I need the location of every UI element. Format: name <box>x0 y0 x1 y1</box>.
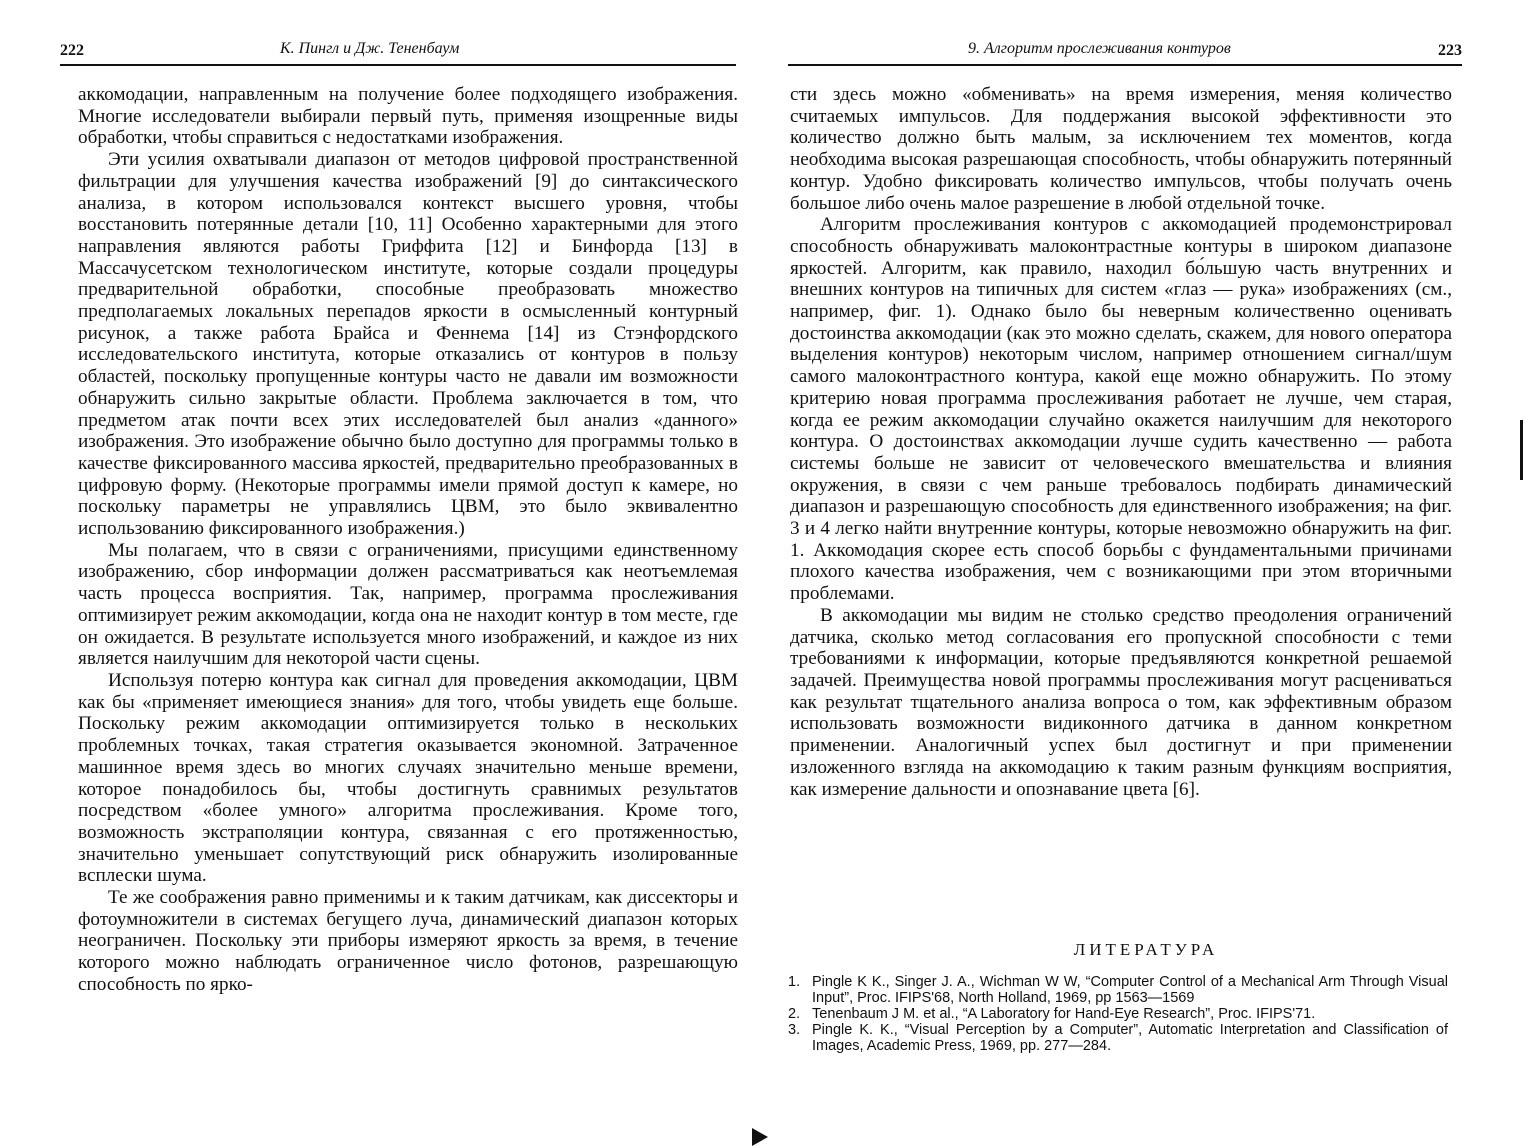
references-list <box>788 974 1448 1054</box>
scan-edge-mark <box>1520 420 1523 480</box>
reference-item <box>788 1022 1448 1054</box>
reference-text: Pingle K K., Singer J. A., Wichman W W, “Computer Control of a Mechanical Arm Through Visual Input”, Proc. IFIPS'68, North Holland, 1969, pp 1563—1569 <box>812 974 1448 1006</box>
page-number-left: 222 <box>60 42 84 59</box>
reference-number: 1. <box>788 974 801 990</box>
running-head-left <box>60 38 736 66</box>
page-number-right: 223 <box>1438 42 1462 59</box>
reference-item <box>788 974 1448 1006</box>
right-text-column <box>790 84 1452 800</box>
reference-text: Pingle K. K., “Visual Perception by a Computer”, Automatic Interpretation and Classification of Images, Academic Press, 1969, pp. 277—284. <box>812 1022 1448 1054</box>
paragraph: Те же соображения равно применимы и к таким датчикам, как диссекторы и фотоумножители в системах бегущего луча, динамический диапазон которых неограничен. Поскольку эти приборы измеряют яркость за время, в течение которого можно наблюдать ограниченное число фотонов, разрешающую способность по ярко- <box>78 887 738 995</box>
left-text-column <box>78 84 738 996</box>
reference-number: 2. <box>788 1006 801 1022</box>
left-page <box>0 0 760 1148</box>
paragraph: сти здесь можно «обменивать» на время измерения, меняя количество считаемых импульсов. Для поддержания высокой эффективности это количество должно быть малым, за исключением тех моментов, когда необходима высокая разрешающая способность, чтобы обнаружить потерянный контур. Удобно фиксировать количество импульсов, чтобы получать очень большое либо очень малое разрешение в любой отдельной точке. <box>790 84 1452 214</box>
running-head-title-right: 9. Алгоритм прослеживания контуров <box>968 40 1231 57</box>
reference-number: 3. <box>788 1022 801 1038</box>
paragraph: аккомодации, направленным на получение более подходящего изображения. Многие исследователи выбирали первый путь, применяя изощренные виды обработки, чтобы справиться с недостатками изображения. <box>78 84 738 149</box>
running-head-title-left: К. Пингл и Дж. Тененбаум <box>280 40 460 57</box>
paragraph: В аккомодации мы видим не столько средство преодоления ограничений датчика, сколько метод согласования его пропускной способности с теми требованиями к информации, которые предъявляются конкретной решаемой задачей. Преимущества новой программы прослеживания могут расцениваться как результат тщательного анализа вопроса о том, как эффективным образом использовать возможности видиконного датчика в данном конкретном применении. Аналогичный успех был достигнут и при применении изложенного взгляда на аккомодацию к таким разным функциям восприятия, как измерение дальности и опознавание цвета [6]. <box>790 604 1452 800</box>
paragraph: Эти усилия охватывали диапазон от методов цифровой пространственной фильтрации для улучшения качества изображений [9] до синтаксического анализа, в котором использовался контекст высшего уровня, чтобы восстановить потерянные детали [10, 11] Особенно характерными для этого направления являются работы Гриффита [12] и Бинфорда [13] в Массачусетском технологическом институте, которые создали процедуры предварительной обработки, способные преобразовать множество предполагаемых локальных перепадов яркости в осмысленный контурный рисунок, а также работа Брайса и Феннема [14] из Стэнфордского исследовательского института, которые отказались от контуров в пользу областей, поскольку пропущенные контуры часто не давали им возможности обнаружить сильно закрытые области. Проблема заключается в том, что предметом атак почти всех этих исследователей был анализ «данного» изображения. Это изображение обычно было доступно для программы только в качестве фиксированного массива яркостей, предварительно преобразованных в цифровую форму. (Некоторые программы имели прямой доступ к камере, но поскольку параметры не управлялись ЦВМ, это было эквивалентно использованию фиксированного изображения.) <box>78 149 738 540</box>
paragraph: Мы полагаем, что в связи с ограничениями, присущими единственному изображению, сбор информации должен рассматриваться как неотъемлемая часть процесса восприятия. Так, например, программа прослеживания оптимизирует режим аккомодации, когда она не находит контур в том месте, где он ожидается. В результате используется много изображений, и каждое из них является наилучшим для некоторой части сцены. <box>78 539 738 670</box>
literature-heading: ЛИТЕРАТУРА <box>1073 940 1219 959</box>
next-page-arrow-icon[interactable] <box>752 1128 768 1146</box>
running-head-right <box>788 38 1462 66</box>
paragraph: Алгоритм прослеживания контуров с аккомодацией продемонстрировал способность обнаруживать малоконтрастные контуры в широком диапазоне яркостей. Алгоритм, как правило, находил бо́льшую часть внутренних и внешних контуров на типичных для систем «глаз — рука» изображениях (см., например, фиг. 1). Однако было бы неверным количественно оценивать достоинства аккомодации (как это можно сделать, скажем, для нового оператора выделения контуров) некоторым числом, например отношением сигнал/шум самого малоконтрастного контура, какой еще можно обнаружить. По этому критерию новая программа прослеживания работает не лучше, чем старая, когда ее режим аккомодации случайно окажется наилучшим для некоторого контура. О достоинствах аккомодации лучше судить качественно — работа системы больше не зависит от человеческого вмешательства и влияния окружения, в связи с чем раньше требовалось подбирать динамический диапазон и разрешающую способность для единственного изображения; на фиг. 3 и 4 легко найти внутренние контуры, которые невозможно обнаружить на фиг. 1. Аккомодация скорее есть способ борьбы с фундаментальными причинами плохого качества изображения, чем с возникающими при этом вторичными проблемами. <box>790 214 1452 605</box>
reference-item <box>788 1006 1448 1022</box>
right-page <box>764 0 1528 1148</box>
reference-text: Tenenbaum J M. et al., “A Laboratory for Hand-Eye Research”, Proc. IFIPS'71. <box>812 1006 1316 1022</box>
paragraph: Используя потерю контура как сигнал для проведения аккомодации, ЦВМ как бы «применяет имеющиеся знания» для того, чтобы увидеть еще больше. Поскольку режим аккомодации оптимизируется только в нескольких проблемных точках, такая стратегия оказывается экономной. Затраченное машинное время здесь во многих случаях значительно меньше времени, которое понадобилось бы, чтобы достигнуть сравнимых результатов посредством «более умного» алгоритма прослеживания. Кроме того, возможность экстраполяции контура, связанная с его протяженностью, значительно уменьшает сопутствующий риск обнаружить изолированные всплески шума. <box>78 669 738 887</box>
